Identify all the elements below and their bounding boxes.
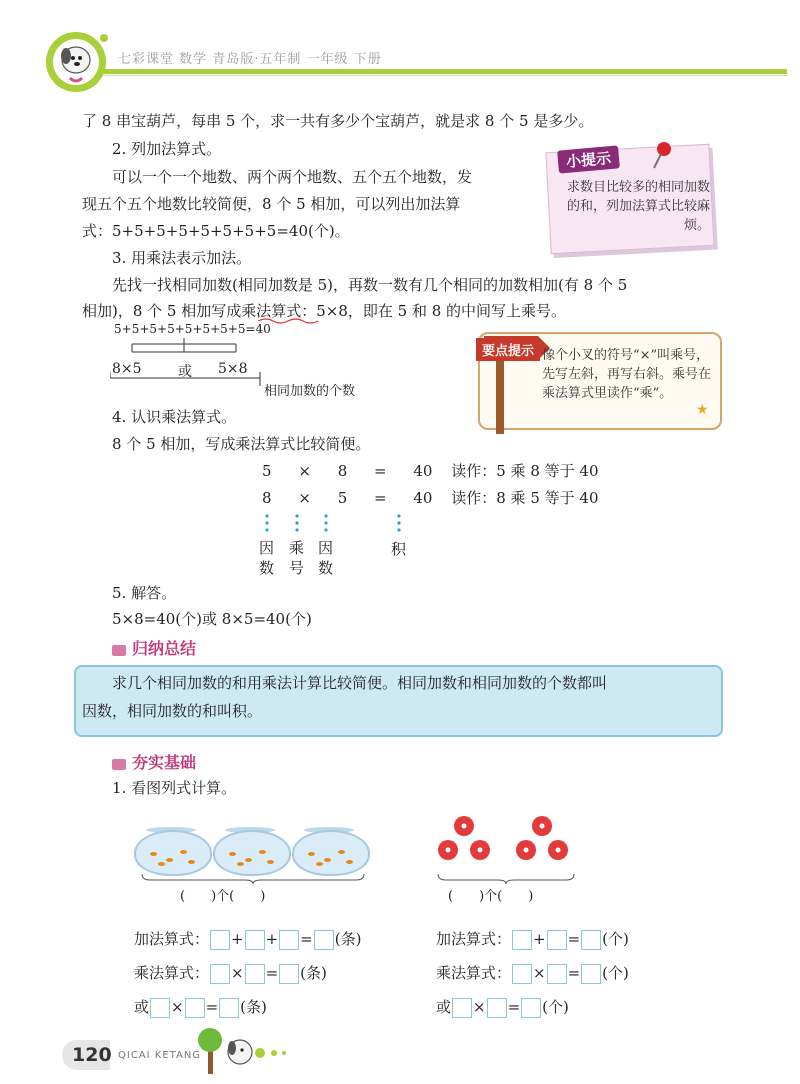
answer-box[interactable] (521, 998, 541, 1018)
eq2-factor-a: 8 (262, 489, 272, 507)
fish-bowl (213, 827, 291, 876)
summary-heading (112, 636, 196, 659)
plus-sign: + (231, 930, 244, 948)
equals-sign: = (265, 964, 279, 982)
diagram-left-expr: 8×5 (112, 361, 142, 377)
unit-label: (条) (300, 964, 327, 982)
fish-caption: ( )个( ) (180, 889, 266, 904)
answer-box[interactable] (487, 998, 507, 1018)
header-title: 七彩课堂 数学 青岛版·五年制 一年级 下册 (118, 52, 382, 67)
dotted-pointers (262, 512, 412, 536)
section-2-line-2: 现五个五个地数比较简便，8 个 5 相加，可以列出加法算 (82, 195, 461, 213)
times-sign: × (533, 964, 546, 982)
section-3-line-1: 先找一找相同加数(相同加数是 5)，再数一数有几个相同的加数相加(有 8 个 5 (112, 276, 628, 294)
fish-add-row (134, 928, 361, 950)
answer-box[interactable] (512, 964, 532, 984)
diagram-sum: 5+5+5+5+5+5+5+5=40 (114, 322, 271, 336)
section-2-line-3: 式：5+5+5+5+5+5+5+5=40(个)。 (82, 222, 350, 240)
equation-row-2 (262, 487, 599, 508)
pencil-icon (112, 759, 126, 770)
fish-or-row (134, 996, 267, 1018)
equation-row-1 (262, 460, 599, 481)
unit-label: (条) (334, 930, 362, 948)
answer-box[interactable] (279, 964, 299, 984)
plus-sign: + (533, 930, 546, 948)
answer-box[interactable] (314, 930, 334, 950)
section-2-title: 2. 列加法算式。 (112, 140, 222, 158)
add-label: 加法算式： (436, 930, 512, 948)
summary-line-2: 因数，相同加数的和叫积。 (82, 702, 263, 720)
answer-box[interactable] (581, 930, 601, 950)
summary-title: 归纳总结 (132, 639, 197, 658)
practice-heading (112, 750, 196, 773)
unit-label: (条) (240, 998, 267, 1016)
answer-box[interactable] (185, 998, 205, 1018)
diagram-note: 相同加数的个数 (264, 384, 356, 399)
header-bar (95, 69, 787, 74)
answer-box[interactable] (512, 930, 532, 950)
fish-brace (140, 872, 366, 884)
answer-box[interactable] (279, 930, 299, 950)
section-3-title: 3. 用乘法表示加法。 (112, 249, 252, 267)
plus-sign: + (265, 930, 279, 948)
flower-brace (436, 872, 576, 884)
eq1-equals: = (374, 462, 387, 480)
label-factor-2: 因数 (318, 539, 334, 577)
label-product: 积 (391, 540, 407, 558)
equals-sign: = (507, 998, 521, 1016)
pencil-icon (112, 645, 126, 656)
fish-mul-row (134, 962, 327, 984)
fish-bowl (134, 827, 212, 876)
label-times-sign: 乘号 (289, 539, 305, 577)
equals-sign: = (567, 964, 581, 982)
answer-box[interactable] (452, 998, 472, 1018)
mul-label: 乘法算式： (436, 964, 512, 982)
times-sign: × (473, 998, 486, 1016)
add-label: 加法算式： (134, 930, 210, 948)
flower-caption: ( )个( ) (448, 889, 534, 904)
star-icon: ★ (696, 402, 709, 418)
tip-text: 求数目比较多的相同加数的和，列加法算式比较麻烦。 (566, 180, 710, 233)
times-sign: × (171, 998, 184, 1016)
equals-sign: = (567, 930, 581, 948)
answer-box[interactable] (210, 930, 230, 950)
equals-sign: = (205, 998, 219, 1016)
flower-or-row (436, 996, 569, 1018)
mascot-dog-icon (40, 26, 122, 96)
diagram-right-expr: 5×8 (218, 361, 248, 377)
diagram-or: 或 (178, 364, 192, 380)
section-3-line-2: 相加)，8 个 5 相加写成乘法算式：5×8，即在 5 和 8 的中间写上乘号。 (82, 302, 567, 320)
answer-box[interactable] (245, 964, 265, 984)
eq1-result: 40 (413, 462, 433, 480)
eq2-reading: 读作：8 乘 5 等于 40 (451, 489, 599, 507)
paragraph-intro: 了 8 串宝葫芦，每串 5 个，求一共有多少个宝葫芦，就是求 8 个 5 是多少。 (82, 112, 594, 130)
page-number: 120 (72, 1044, 112, 1066)
flower-mul-row (436, 962, 629, 984)
tip-title: 小提示 (557, 145, 620, 173)
unit-label: (个) (542, 998, 569, 1016)
keypoint-title: 要点提示 (476, 338, 540, 361)
summary-line-1: 求几个相同加数的和用乘法计算比较简便。相同加数和相同加数的个数都叫 (112, 674, 608, 692)
eq1-factor-a: 5 (262, 462, 272, 480)
answer-box[interactable] (581, 964, 601, 984)
eq1-times: × (298, 462, 311, 480)
mul-label: 乘法算式： (134, 964, 210, 982)
practice-title: 夯实基础 (132, 753, 197, 772)
unit-label: (个) (602, 930, 629, 948)
answer-box[interactable] (547, 964, 567, 984)
or-label: 或 (134, 998, 150, 1016)
answer-box[interactable] (219, 998, 239, 1018)
section-4-title: 4. 认识乘法算式。 (112, 408, 237, 426)
flower-add-row (436, 928, 629, 950)
pushpin-icon (650, 140, 676, 170)
unit-label: (个) (602, 964, 629, 982)
equals-sign: = (300, 930, 313, 948)
section-5-title: 5. 解答。 (112, 584, 177, 602)
times-sign: × (231, 964, 244, 982)
section-5-answer: 5×8=40(个)或 8×5=40(个) (112, 610, 312, 628)
answer-box[interactable] (150, 998, 170, 1018)
answer-box[interactable] (210, 964, 230, 984)
eq1-factor-b: 8 (337, 462, 348, 480)
label-factor-1: 因数 (259, 539, 275, 577)
practice-question-1: 1. 看图列式计算。 (112, 779, 237, 797)
section-2-line-1: 可以一个一个地数、两个两个地数、五个五个地数，发 (112, 168, 473, 186)
footer-tree-dog-icon (196, 1022, 300, 1076)
eq1-reading: 读作：5 乘 8 等于 40 (451, 462, 599, 480)
section-4-line-1: 8 个 5 相加，写成乘法算式比较简便。 (112, 435, 371, 453)
eq2-times: × (298, 489, 311, 507)
answer-box[interactable] (245, 930, 265, 950)
fish-bowl (292, 827, 370, 876)
or-label: 或 (436, 998, 452, 1016)
eq2-factor-b: 5 (337, 489, 348, 507)
answer-box[interactable] (547, 930, 567, 950)
flower-groups (434, 812, 576, 874)
eq2-equals: = (374, 489, 387, 507)
header-bar-shadow (95, 75, 787, 76)
keypoint-text: 像个小叉的符号“×”叫乘号，先写左斜，再写右斜。乘号在乘法算式里读作“乘”。 (542, 348, 712, 401)
eq2-result: 40 (413, 489, 433, 507)
footer-brand: QICAI KETANG (118, 1050, 202, 1061)
